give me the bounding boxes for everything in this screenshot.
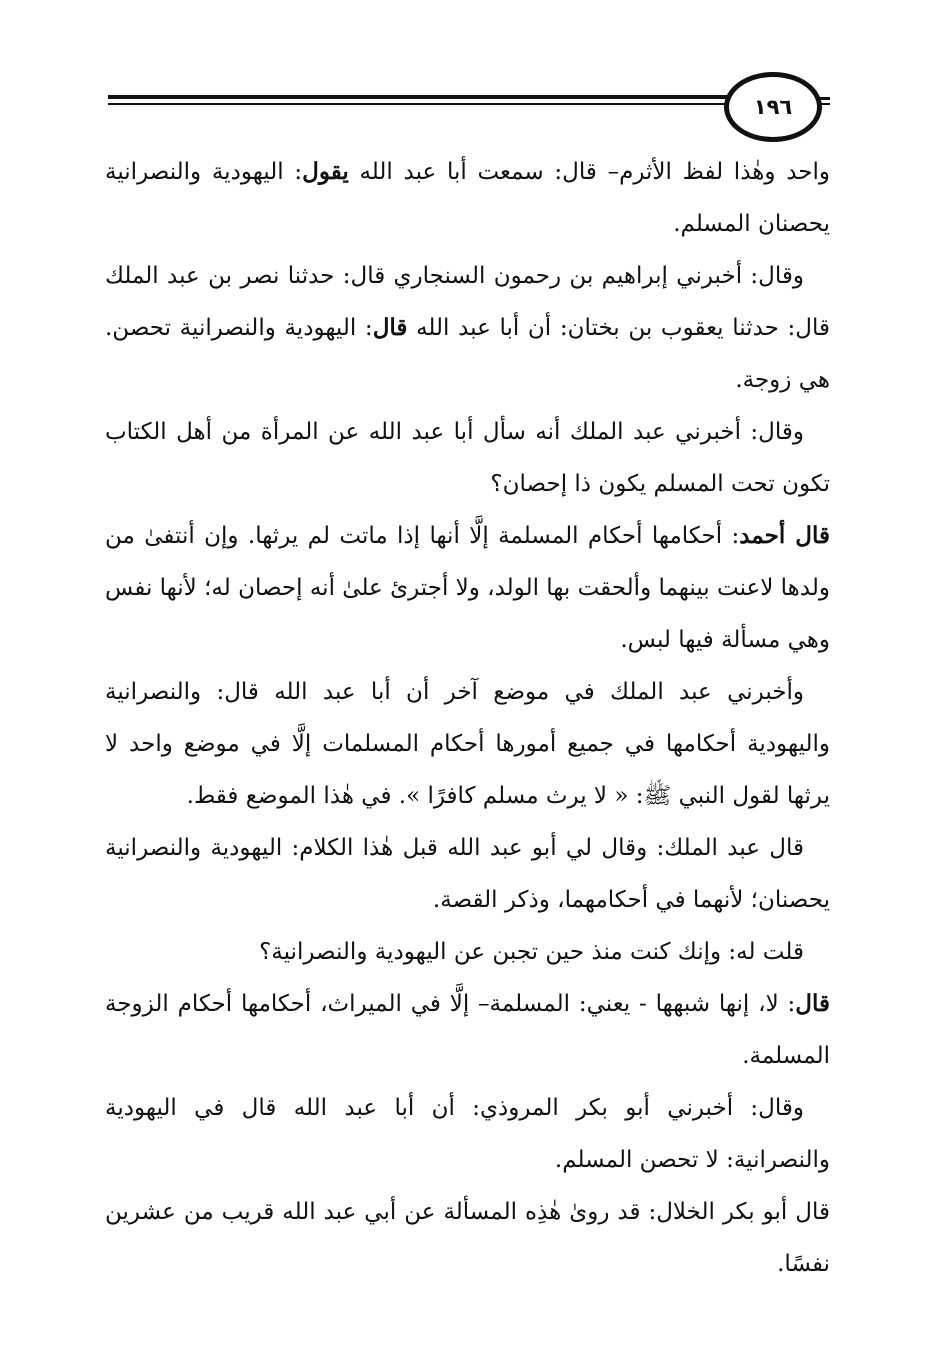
paragraph [105, 1186, 830, 1290]
header-rule-thin [108, 103, 728, 105]
text-run: وأخبرني عبد الملك في موضع آخر أن أبا عبد الله قال: والنصرانية واليهودية أحكامها في جميع أمورها أحكام المسلمات إلَّا في موضع واحد لا يرثها لقول النبي ﷺ: « لا يرث مسلم كافرًا ». في هٰذا الموضع فقط. [105, 679, 830, 809]
paragraph [105, 250, 830, 406]
text-run: قال عبد الملك: وقال لي أبو عبد الله قبل هٰذا الكلام: اليهودية والنصرانية يحصنان؛ لأنهما في أحكامهما، وذكر القصة. [105, 835, 830, 913]
paragraph [105, 510, 830, 666]
paragraph [105, 1082, 830, 1186]
paragraph [105, 146, 830, 250]
header-rule-thick [108, 95, 728, 99]
text-run: واحد وهٰذا لفظ الأثرم– قال: سمعت أبا عبد الله [348, 159, 830, 185]
paragraph [105, 926, 830, 978]
text-run: قال أبو بكر الخلال: قد روىٰ هٰذِه المسألة عن أبي عبد الله قريب من عشرين نفسًا. [105, 1199, 830, 1277]
text-run: قلت له: وإنك كنت منذ حين تجبن عن اليهودية والنصرانية؟ [259, 939, 804, 965]
bold-text-run: قال [795, 990, 830, 1017]
paragraph [105, 406, 830, 510]
bold-text-run: يقول [302, 158, 349, 185]
text-run: : لا، إنها شبهها - يعني: المسلمة– إلَّا في الميراث، أحكامها أحكام الزوجة المسلمة. [105, 991, 830, 1069]
text-run: : اليهودية والنصرانية تحصن. هي زوجة. [105, 315, 830, 393]
page-header [0, 0, 933, 140]
page-number: ١٩٦ [753, 95, 793, 119]
page-body [105, 146, 830, 1290]
paragraph [105, 822, 830, 926]
text-run: : أحكامها أحكام المسلمة إلَّا أنها إذا ماتت لم يرثها. وإن أنتفىٰ من ولدها لاعنت بينهما وألحقت بها الولد، ولا أجترئ علىٰ أنه إحصان له؛ لأنها نفس وهي مسألة فيها لبس. [105, 523, 830, 653]
paragraph [105, 666, 830, 822]
text-run: وقال: أخبرني إبراهيم بن رحمون السنجاري قال: حدثنا نصر بن عبد الملك قال: حدثنا يعقوب بن بختان: أن أبا عبد الله [105, 263, 830, 341]
page-number-circle [724, 72, 822, 142]
text-run: : اليهودية والنصرانية يحصنان المسلم. [105, 159, 830, 237]
paragraph [105, 978, 830, 1082]
text-run: وقال: أخبرني عبد الملك أنه سأل أبا عبد الله عن المرأة من أهل الكتاب تكون تحت المسلم يكون ذا إحصان؟ [105, 419, 830, 497]
bold-text-run: قال [372, 314, 408, 341]
text-run: وقال: أخبرني أبو بكر المروذي: أن أبا عبد الله قال في اليهودية والنصرانية: لا تحصن المسلم. [105, 1095, 830, 1173]
bold-text-run: قال أحمد [739, 522, 830, 549]
